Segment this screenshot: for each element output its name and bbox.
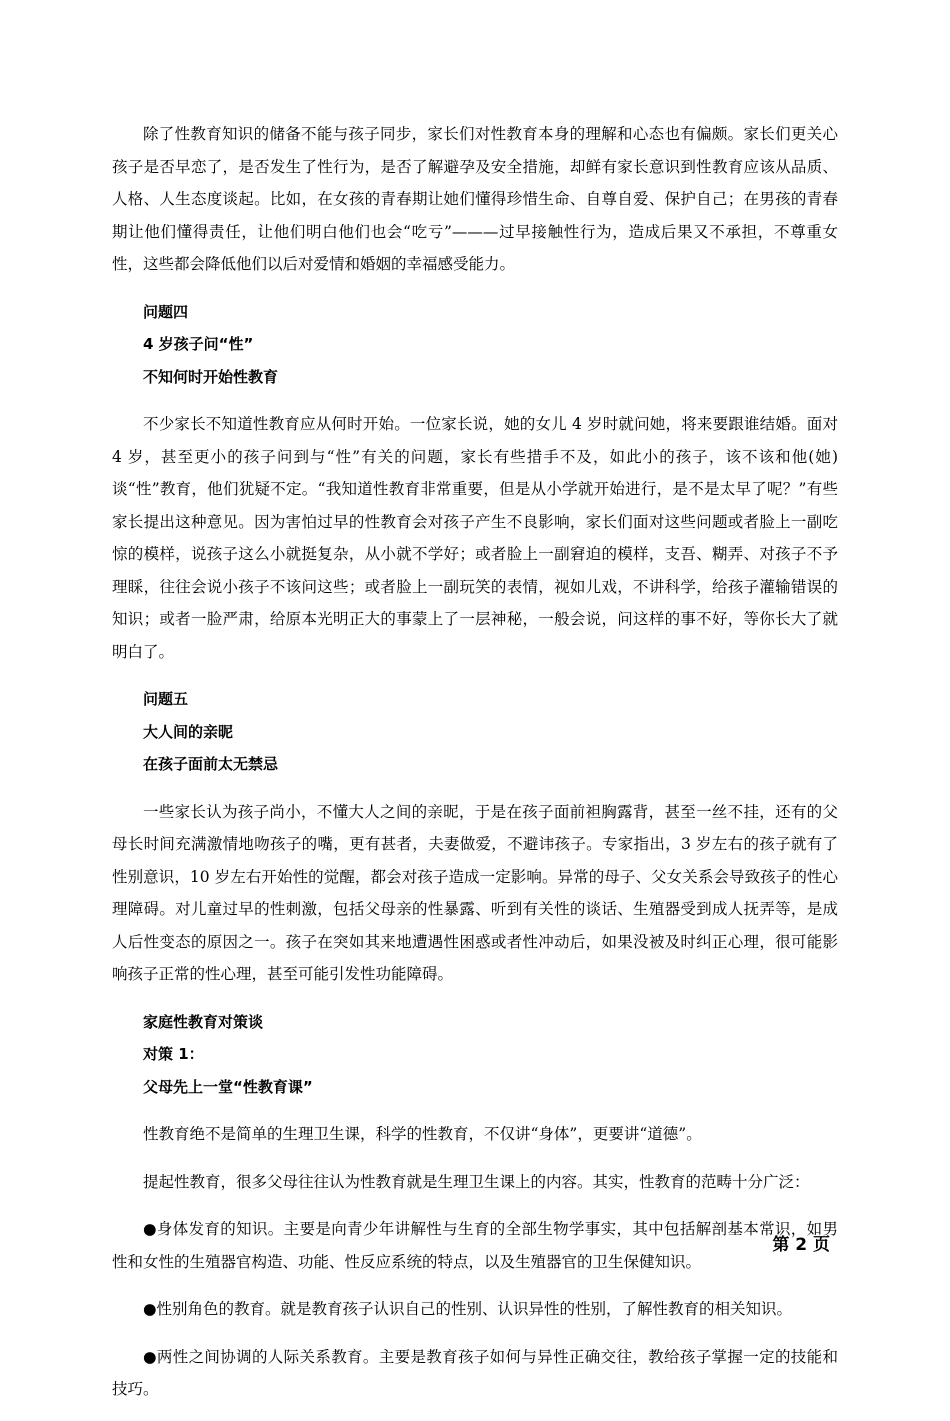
section-heading-strategy-1 [112, 1006, 838, 1104]
body-paragraph: 除了性教育知识的储备不能与孩子同步，家长们对性教育本身的理解和心态也有偏颇。家长们更关心孩子是否早恋了，是否发生了性行为，是否了解避孕及安全措施，却鲜有家长意识到性教育应该从品质、人格、人生态度谈起。比如，在女孩的青春期让她们懂得珍惜生命、自尊自爱、保护自己；在男孩的青春期让他们懂得责任，让他们明白他们也会“吃亏”———过早接触性行为，造成后果又不承担，不尊重女性，这些都会降低他们以后对爱情和婚姻的幸福感受能力。 [112, 125, 838, 273]
heading-line: 父母先上一堂“性教育课” [143, 1077, 313, 1096]
heading-line: 不知何时开始性教育 [143, 367, 279, 386]
heading-line: 问题四 [143, 302, 189, 321]
heading-line: 问题五 [143, 690, 189, 708]
body-paragraph: 提起性教育，很多父母往往认为性教育就是生理卫生课上的内容。其实，性教育的范畴十分广泛： [143, 1172, 810, 1191]
body-paragraph: 一些家长认为孩子尚小，不懂大人之间的亲昵，于是在孩子面前袒胸露背，甚至一丝不挂，还有的父母长时间充满激情地吻孩子的嘴，更有甚者，夫妻做爱，不避讳孩子。专家指出，3 岁左右的孩子就有了性别意识，10 岁左右开始性的觉醒，都会对孩子造成一定影响。异常的母子、父女关系会导致孩子的性心理障碍。对儿童过早的性刺激，包括父母亲的性暴露、听到有关性的谈话、生殖器受到成人抚弄等，是成人后性变态的原因之一。孩子在突如其来地遭遇性困惑或者性冲动后，如果没被及时纠正心理，很可能影响孩子正常的性心理，甚至可能引发性功能障碍。 [112, 802, 838, 983]
section-heading-question-4 [112, 296, 838, 394]
heading-line: 对策 1： [143, 1045, 204, 1063]
page-content [112, 118, 838, 1421]
heading-line: 4 岁孩子问“性” [143, 335, 254, 353]
heading-line: 家庭性教育对策谈 [143, 1012, 264, 1031]
section-heading-question-5 [112, 683, 838, 781]
bullet-paragraph: ●身体发育的知识。主要是向青少年讲解性与生育的全部生物学事实，其中包括解剖基本常识，如男性和女性的生殖器官构造、功能、性反应系统的特点，以及生殖器官的卫生保健知识。 [112, 1220, 838, 1271]
page-number: 第 2 页 [772, 1235, 830, 1255]
heading-line: 在孩子面前太无禁忌 [143, 755, 279, 773]
body-paragraph: 不少家长不知道性教育应从何时开始。一位家长说，她的女儿 4 岁时就问她，将来要跟谁结婚。面对 4 岁，甚至更小的孩子问到与“性”有关的问题，家长有些措手不及，如此小的孩子，该不该和他(她)谈“性”教育，他们犹疑不定。“我知道性教育非常重要，但是从小学就开始进行，是不是太早了呢？”有些家长提出这种意见。因为害怕过早的性教育会对孩子产生不良影响，家长们面对这些问题或者脸上一副吃惊的模样，说孩子这么小就挺复杂，从小就不学好；或者脸上一副窘迫的模样，支吾、糊弄、对孩子不予理睬，往往会说小孩子不该问这些；或者脸上一副玩笑的表情，视如儿戏，不讲科学，给孩子灌输错误的知识；或者一脸严肃，给原本光明正大的事蒙上了一层神秘，一般会说，问这样的事不好，等你长大了就明白了。 [112, 415, 838, 661]
body-paragraph: 性教育绝不是简单的生理卫生课，科学的性教育，不仅讲“身体”，更要讲“道德”。 [143, 1125, 702, 1143]
bullet-paragraph: ●两性之间协调的人际关系教育。主要是教育孩子如何与异性正确交往，教给孩子掌握一定的技能和技巧。 [112, 1347, 838, 1398]
heading-line: 大人间的亲昵 [143, 722, 234, 741]
bullet-paragraph: ●性别角色的教育。就是教育孩子认识自己的性别、认识异性的性别，了解性教育的相关知识。 [143, 1300, 793, 1318]
